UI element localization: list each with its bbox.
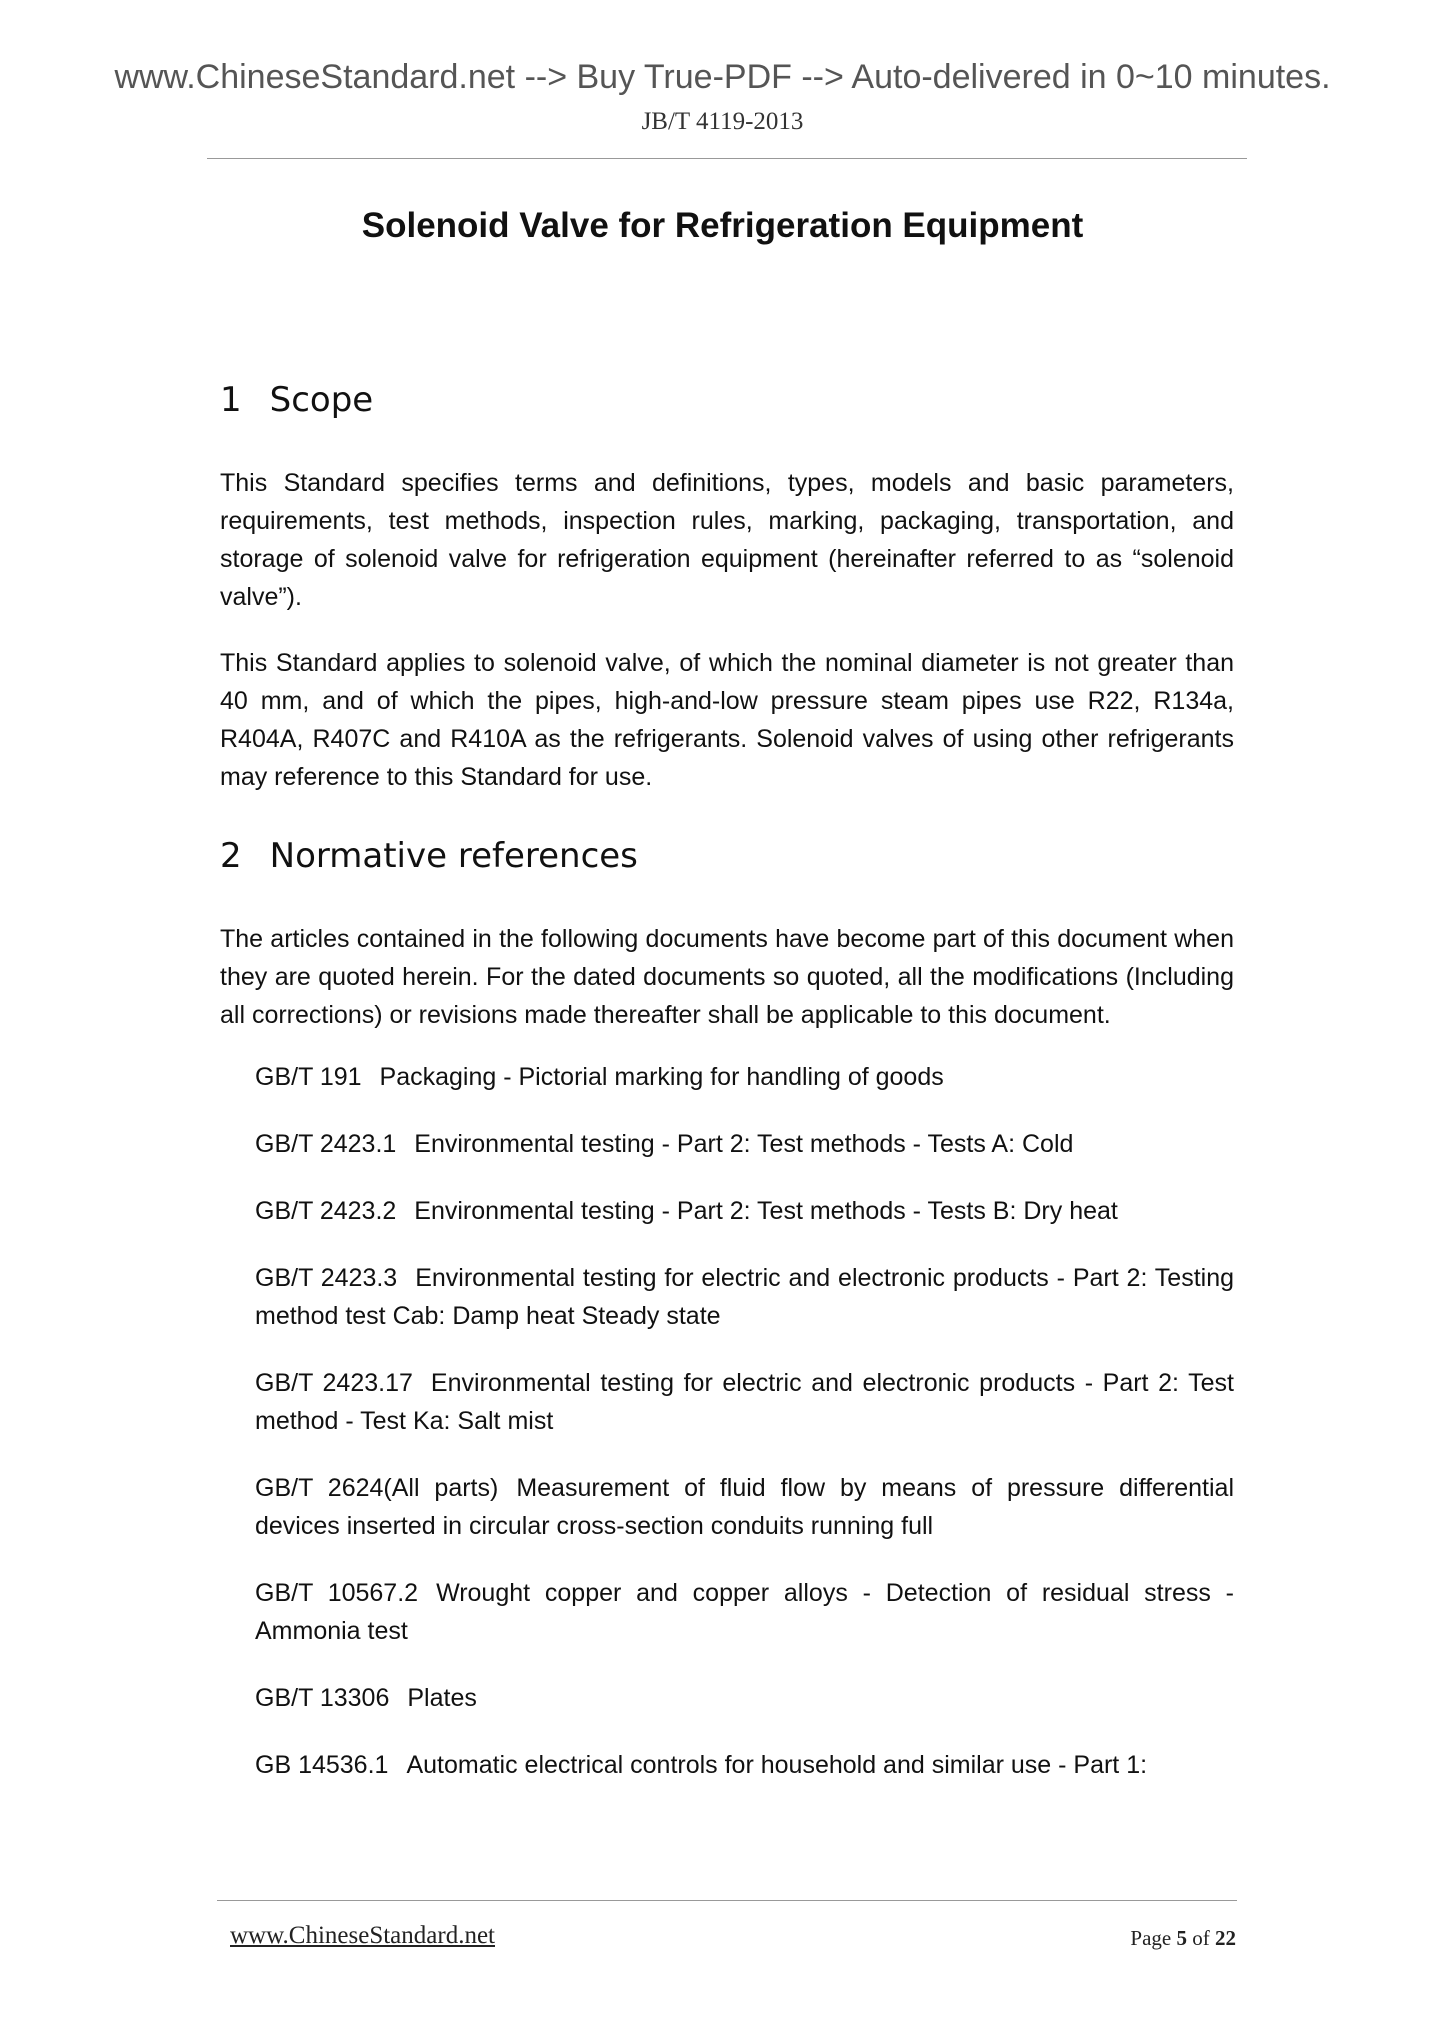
- section-heading-normative-references: [220, 836, 1234, 876]
- standard-code: JB/T 4119-2013: [641, 108, 804, 135]
- reference-item: [255, 1469, 1234, 1545]
- section-number: 2: [220, 836, 242, 876]
- page-of: of: [1192, 1926, 1210, 1950]
- section-number: 1: [220, 380, 242, 420]
- normative-intro: The articles contained in the following documents have become part of this document when they are quoted herein. For the dated documents so quoted, all the modifications (Including all corrections) or revisions made thereafter shall be applicable to this document.: [220, 925, 1234, 1029]
- reference-title: Plates: [407, 1684, 477, 1712]
- reference-code: GB/T 2624(All parts): [255, 1474, 499, 1502]
- reference-title: Environmental testing - Part 2: Test methods - Tests B: Dry heat: [414, 1197, 1118, 1225]
- reference-title: Measurement of fluid flow by means of pressure differential devices inserted in circular cross-section conduits running full: [255, 1474, 1235, 1540]
- reference-item: [255, 1058, 1234, 1096]
- reference-code: GB/T 191: [255, 1063, 362, 1091]
- page-current: 5: [1176, 1926, 1187, 1950]
- reference-item: [255, 1364, 1234, 1440]
- reference-item: [255, 1679, 1234, 1717]
- reference-item: [255, 1192, 1234, 1230]
- reference-item: [255, 1574, 1234, 1650]
- reference-title: Automatic electrical controls for household and similar use - Part 1:: [406, 1751, 1148, 1779]
- section-title: Normative references: [269, 836, 638, 876]
- reference-title: Environmental testing - Part 2: Test methods - Tests A: Cold: [414, 1130, 1074, 1158]
- reference-code: GB/T 2423.1: [255, 1130, 397, 1158]
- section-title: Scope: [269, 380, 374, 420]
- footer-website-link[interactable]: www.ChineseStandard.net: [230, 1922, 495, 1949]
- page-label: Page: [1130, 1926, 1172, 1950]
- reference-title: Wrought copper and copper alloys - Detection of residual stress - Ammonia test: [255, 1579, 1234, 1645]
- reference-title: Environmental testing for electric and electronic products - Part 2: Test method - Test Ka: Salt mist: [255, 1369, 1235, 1435]
- document-title: Solenoid Valve for Refrigeration Equipment: [361, 206, 1084, 245]
- reference-code: GB/T 13306: [255, 1684, 390, 1712]
- page-total: 22: [1215, 1926, 1236, 1950]
- header-divider: [207, 158, 1247, 159]
- reference-code: GB/T 2423.3: [255, 1264, 398, 1292]
- reference-code: GB/T 2423.17: [255, 1369, 413, 1397]
- reference-title: Packaging - Pictorial marking for handling of goods: [379, 1063, 944, 1091]
- reference-item: [255, 1746, 1234, 1784]
- scope-paragraph-1: This Standard specifies terms and definitions, types, models and basic parameters, requirements, test methods, inspection rules, marking, packaging, transportation, and storage of solenoid valve for refrigeration equipment (hereinafter referred to as “solenoid valve”).: [220, 469, 1234, 611]
- reference-code: GB/T 2423.2: [255, 1197, 397, 1225]
- section-heading-scope: [220, 380, 1234, 420]
- footer-divider: [217, 1900, 1237, 1901]
- document-body: [220, 380, 1234, 1784]
- reference-title: Environmental testing for electric and electronic products - Part 2: Testing method test Cab: Damp heat Steady state: [255, 1264, 1235, 1330]
- reference-code: GB/T 10567.2: [255, 1579, 419, 1607]
- page-indicator: [1130, 1926, 1236, 1951]
- reference-list: [220, 1058, 1234, 1784]
- reference-code: GB 14536.1: [255, 1751, 389, 1779]
- top-banner[interactable]: www.ChineseStandard.net --> Buy True-PDF --> Auto-delivered in 0~10 minutes.: [114, 58, 1331, 96]
- reference-item: [255, 1259, 1234, 1335]
- reference-item: [255, 1125, 1234, 1163]
- scope-paragraph-2: This Standard applies to solenoid valve, of which the nominal diameter is not greater than 40 mm, and of which the pipes, high-and-low pressure steam pipes use R22, R134a, R404A, R407C and R410A as the refrigerants. Solenoid valves of using other refrigerants may reference to this Standard for use.: [220, 649, 1234, 791]
